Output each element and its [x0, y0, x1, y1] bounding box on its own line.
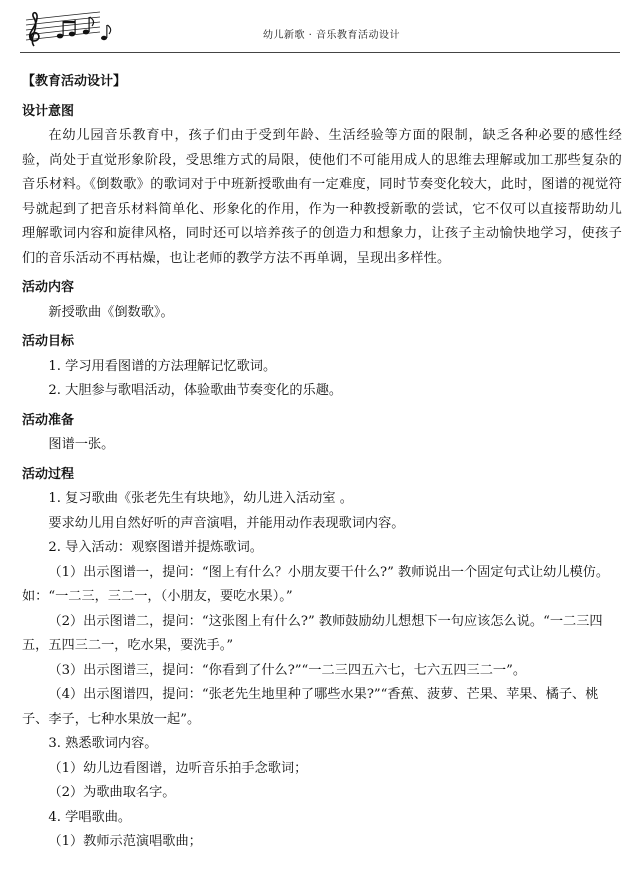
- process-heading: 活动过程: [22, 466, 75, 482]
- goals-heading: 活动目标: [22, 334, 75, 349]
- content-text: 新授歌曲《倒数歌》。: [48, 304, 174, 320]
- page-content: [22, 70, 622, 855]
- process-line: 1. 复习歌曲《张老先生有块地》，幼儿进入活动室 。: [48, 491, 353, 506]
- header-title: 幼儿新歌 · 音乐教育活动设计: [263, 30, 401, 41]
- process-line: （2）出示图谱二，提问：“这张图上有什么?” 教师鼓励幼儿想想下一句应该怎么说。“一二三四五，五四三二一，吃水果，要洗手。”: [22, 613, 603, 653]
- page-header: [20, 8, 620, 48]
- preparation-text: 图谱一张。: [48, 437, 115, 452]
- process-line: 2. 导入活动：观察图谱并提炼歌词。: [48, 540, 263, 555]
- process-line: （2）为歌曲取名字。: [48, 785, 176, 800]
- section-title: 【教育活动设计】: [22, 74, 127, 89]
- process-line: （1）教师示范演唱歌曲；: [48, 834, 202, 849]
- content-heading: 活动内容: [22, 280, 75, 295]
- design-intent-paragraph: 在幼儿园音乐教育中，孩子们由于受到年龄、生活经验等方面的限制，缺乏各种必要的感性经验，尚处于直觉形象阶段，受思维方式的局限，使他们不可能用成人的思维去理解或加工那些复杂的音乐材料。《倒数歌》的歌词对于中班新授歌曲有一定难度，同时节奏变化较大，此时，图谱的视觉符号就起到了把音乐材料简单化、形象化的作用，作为一种教授新歌的尝试，它不仅可以直接帮助幼儿理解歌词内容和旋律风格，同时还可以培养孩子的创造力和想象力，让孩子主动愉快地学习，使孩子们的音乐活动不再枯燥，也让老师的教学方法不再单调，呈现出多样性。: [22, 128, 622, 266]
- design-intent-heading: 设计意图: [22, 103, 75, 119]
- process-line: （1）出示图谱一，提问：“图上有什么？小朋友要干什么?” 教师说出一个固定句式让幼儿模仿。如：“一二三，三二一，（小朋友，要吃水果）。”: [22, 564, 610, 604]
- process-line: （1）幼儿边看图谱，边听音乐拍手念歌词；: [48, 760, 308, 776]
- header-divider: [20, 52, 620, 53]
- process-line: （4）出示图谱四，提问：“张老先生地里种了哪些水果?”“香蕉、菠萝、芒果、苹果、橘子、桃子、李子，七种水果放一起”。: [22, 687, 599, 727]
- goal-item: 2. 大胆参与歌唱活动，体验歌曲节奏变化的乐趣。: [48, 383, 343, 398]
- preparation-heading: 活动准备: [22, 412, 75, 428]
- process-line: （3）出示图谱三，提问：“你看到了什么?”“一二三四五六七，七六五四三二一”。: [48, 662, 527, 678]
- goal-item: 1. 学习用看图谱的方法理解记忆歌词。: [48, 358, 277, 374]
- process-line: 要求幼儿用自然好听的声音演唱，并能用动作表现歌词内容。: [48, 515, 405, 531]
- music-staff-icon: [20, 8, 130, 52]
- process-line: 3. 熟悉歌词内容。: [48, 736, 158, 751]
- process-line: 4. 学唱歌曲。: [48, 809, 132, 825]
